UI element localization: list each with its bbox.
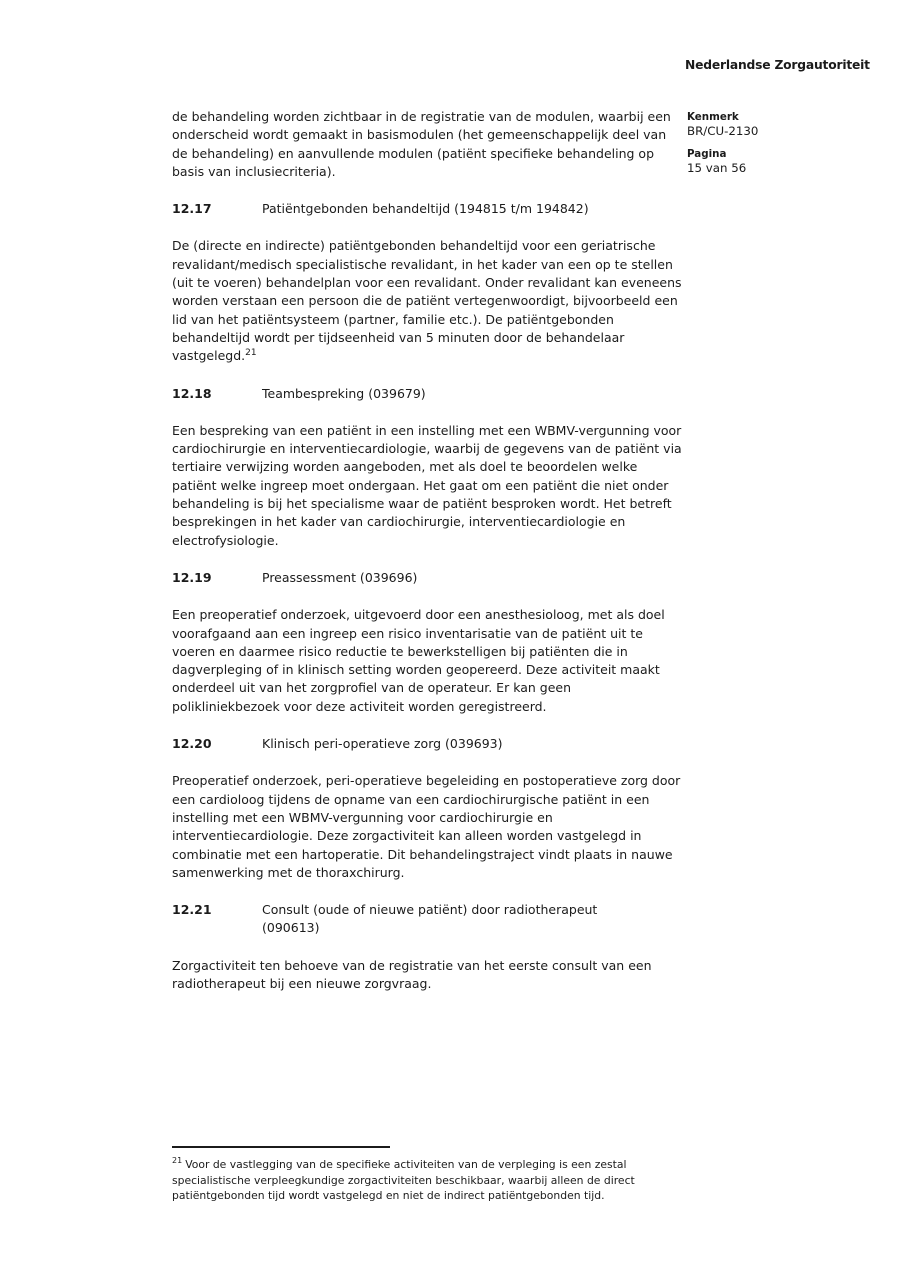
- section-title: Teambespreking (039679): [262, 385, 426, 401]
- footnote-divider: [172, 1146, 390, 1148]
- section-paragraph-12-18: Een bespreking van een patiënt in een instelling met een WBMV-vergunning voor cardiochirurgie en interventiecardiologie, waarbij de gegevens van de patiënt via tertiaire verwijzing worden aangeboden, met als doel te beoordelen welke patiënt welke ingreep moet ondergaan. Het gaat om een patiënt die niet onder behandeling is bij het specialisme waar de patiënt besproken wordt. Het betreft besprekingen in het kader van cardiochirurgie, interventiecardiologie en electrofysiologie.: [172, 422, 682, 548]
- section-title: Consult (oude of nieuwe patiënt) door radiotherapeut: [262, 902, 598, 918]
- footnote-reference: 21: [245, 348, 257, 359]
- kenmerk-value: BR/CU-2130: [687, 124, 759, 138]
- section-number: 12.21: [172, 902, 212, 918]
- footnote-number: 21: [172, 1156, 183, 1166]
- footnote-line: [172, 1157, 664, 1204]
- section-number: 12.17: [172, 201, 212, 217]
- section-heading-12-17: [172, 200, 682, 218]
- section-heading-12-18: [172, 385, 682, 403]
- section-title: Patiëntgebonden behandeltijd (194815 t/m 194842): [262, 201, 589, 217]
- brand-title: Nederlandse Zorgautoriteit: [685, 58, 870, 72]
- section-paragraph-12-19: Een preoperatief onderzoek, uitgevoerd door een anesthesioloog, met als doel voorafgaand aan een ingreep een risico inventarisatie van de patiënt uit te voeren en daarmee risico reductie te bewerkstelligen bij patiënten die in dagverpleging of in klinisch setting worden geopereerd. Deze activiteit maakt onderdeel uit van het zorgprofiel van de operateur. Er kan geen polikliniekbezoek voor deze activiteit worden geregistreerd.: [172, 607, 665, 714]
- section-number: 12.20: [172, 736, 212, 752]
- section-paragraph-12-17: [172, 237, 682, 365]
- section-number: 12.19: [172, 569, 212, 585]
- section-paragraph-12-21: Zorgactiviteit ten behoeve van de registratie van het eerste consult van een radiotherapeut bij een nieuwe zorgvraag.: [172, 957, 652, 991]
- section-title-line2: (090613): [262, 920, 320, 936]
- section-title: Preassessment (039696): [262, 569, 418, 585]
- section-number: 12.18: [172, 385, 212, 401]
- pagina-label: Pagina: [687, 148, 727, 160]
- section-title: Klinisch peri-operatieve zorg (039693): [262, 736, 503, 752]
- footnote-block: [172, 1146, 664, 1204]
- paragraph-text: De (directe en indirecte) patiëntgebonden behandeltijd voor een geriatrische revalidant/medisch specialistische revalidant, in het kader van een op te stellen (uit te voeren) behandelplan voor een revalidant. Onder revalidant kan eveneens worden verstaan een persoon die de patiënt vertegenwoordigt, bijvoorbeeld een lid van het patiëntsysteem (partner, familie etc.). De patiëntgebonden behandeltijd wordt per tijdseenheid van 5 minuten door de behandelaar vastgelegd.: [172, 238, 682, 364]
- kenmerk-label: Kenmerk: [687, 111, 739, 123]
- section-paragraph-12-20: Preoperatief onderzoek, peri-operatieve begeleiding en postoperatieve zorg door een cardioloog tijdens de opname van een cardiochirurgische patiënt in een instelling met een WBMV-vergunning voor cardiochirurgie en interventiecardiologie. Deze zorgactiviteit kan alleen worden vastgelegd in combinatie met een hartoperatie. Dit behandelingstraject vindt plaats in nauwe samenwerking met de thoraxchirurg.: [172, 773, 681, 880]
- meta-sidebar: [687, 111, 867, 185]
- section-heading-12-21: [172, 901, 682, 938]
- section-heading-12-20: [172, 735, 682, 753]
- section-heading-12-19: [172, 569, 682, 587]
- footnote-text: Voor de vastlegging van de specifieke activiteiten van de verpleging is een zestal specialistische verpleegkundige zorgactiviteiten beschikbaar, waarbij alleen de direct patiëntgebonden tijd wordt vastgelegd en niet de indirect patiëntgebonden tijd.: [172, 1158, 635, 1203]
- pagina-value: 15 van 56: [687, 161, 747, 175]
- body-column: [172, 108, 682, 1012]
- intro-paragraph: de behandeling worden zichtbaar in de registratie van de modulen, waarbij een onderscheid wordt gemaakt in basismodulen (het gemeenschappelijk deel van de behandeling) en aanvullende modulen (patiënt specifieke behandeling op basis van inclusiecriteria).: [172, 109, 671, 179]
- section-title-block: [262, 901, 682, 938]
